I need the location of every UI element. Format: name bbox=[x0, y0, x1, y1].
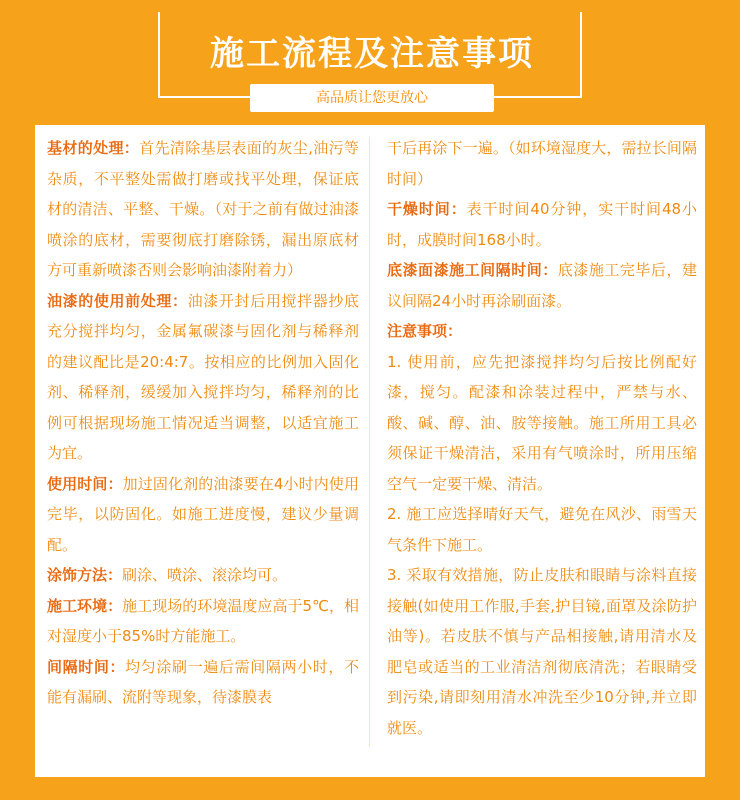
section-label: 底漆面漆施工间隔时间： bbox=[387, 261, 558, 279]
content-panel bbox=[35, 125, 705, 777]
header bbox=[0, 0, 740, 110]
section-text: 油漆开封后用搅拌器抄底充分搅拌均匀，金属氟碳漆与固化剂与稀释剂的建议配比是20:4:7。按相应的比例加入固化剂、稀释剂，缓缓加入搅拌均匀，稀释剂的比例可根据现场施工情况适当调整，以适宜施工为宜。 bbox=[47, 291, 359, 462]
section-label: 油漆的使用前处理： bbox=[47, 291, 188, 310]
section-text: 1. 使用前，应先把漆搅拌均匀后按比例配好漆，搅匀。配漆和涂装过程中，严禁与水、酸、碱、醇、油、胺等接触。施工所用工具必须保证干燥清洁，采用有气喷涂时，所用压缩空气一定要干燥、清洁。 bbox=[387, 352, 697, 493]
section-label: 基材的处理： bbox=[47, 139, 140, 157]
section-text: 底漆施工完毕后，建议间隔24小时再涂刷面漆。 bbox=[387, 261, 697, 310]
paragraph bbox=[387, 133, 697, 194]
paragraph bbox=[47, 133, 359, 286]
paragraph bbox=[47, 652, 359, 713]
paragraph bbox=[387, 499, 697, 560]
section-text: 3. 采取有效措施，防止皮肤和眼睛与涂料直接接触(如使用工作服,手套,护目镜,面罩及涂防护油等)。若皮肤不慎与产品相接触,请用清水及肥皂或适当的工业清洁剂彻底清洗；若眼睛受到污染,请即刻用清水冲洗至少10分钟,并立即就医。 bbox=[387, 566, 697, 737]
paragraph bbox=[47, 469, 359, 561]
section-text: 表干时间40分钟，实干时间48小时，成膜时间168小时。 bbox=[387, 200, 697, 249]
section-label: 注意事项： bbox=[387, 322, 463, 340]
section-label: 间隔时间： bbox=[47, 657, 126, 676]
column-divider bbox=[369, 137, 370, 747]
paragraph bbox=[387, 255, 697, 316]
title-frame bbox=[158, 12, 582, 106]
page-title: 施工流程及注意事项 bbox=[210, 34, 534, 74]
section-label: 涂饰方法： bbox=[47, 566, 123, 584]
section-text: 刷涂、喷涂、滚涂均可。 bbox=[122, 566, 288, 584]
section-text: 首先清除基层表面的灰尘,油污等杂质，不平整处需做打磨或找平处理，保证底材的清洁、平整、干燥。（对于之前有做过油漆喷涂的底材，需要彻底打磨除锈，漏出原底材方可重新喷漆否则会影响油漆附着力） bbox=[47, 139, 359, 279]
paragraph bbox=[47, 286, 359, 469]
paragraph bbox=[387, 347, 697, 500]
paragraph bbox=[387, 560, 697, 743]
subtitle-badge: 高品质让您更放心 bbox=[250, 84, 494, 112]
left-column bbox=[47, 133, 359, 713]
section-text: 2. 施工应选择晴好天气，避免在风沙、雨雪天气条件下施工。 bbox=[387, 505, 697, 554]
section-label: 施工环境： bbox=[47, 596, 123, 615]
section-text: 加过固化剂的油漆要在4小时内使用完毕，以防固化。如施工进度慢，建议少量调配。 bbox=[47, 474, 359, 554]
paragraph bbox=[47, 560, 359, 591]
section-text: 干后再涂下一遍。（如环境湿度大，需拉长间隔时间） bbox=[387, 139, 697, 188]
section-text: 均匀涂刷一遍后需间隔两小时，不能有漏刷、流附等现象，待漆膜表 bbox=[47, 657, 359, 706]
paragraph bbox=[387, 194, 697, 255]
paragraph bbox=[47, 591, 359, 652]
paragraph bbox=[387, 316, 697, 347]
right-column bbox=[387, 133, 697, 743]
section-label: 干燥时间： bbox=[387, 200, 467, 218]
section-text: 施工现场的环境温度应高于5℃，相对湿度小于85%时方能施工。 bbox=[47, 596, 359, 645]
section-label: 使用时间： bbox=[47, 474, 123, 493]
